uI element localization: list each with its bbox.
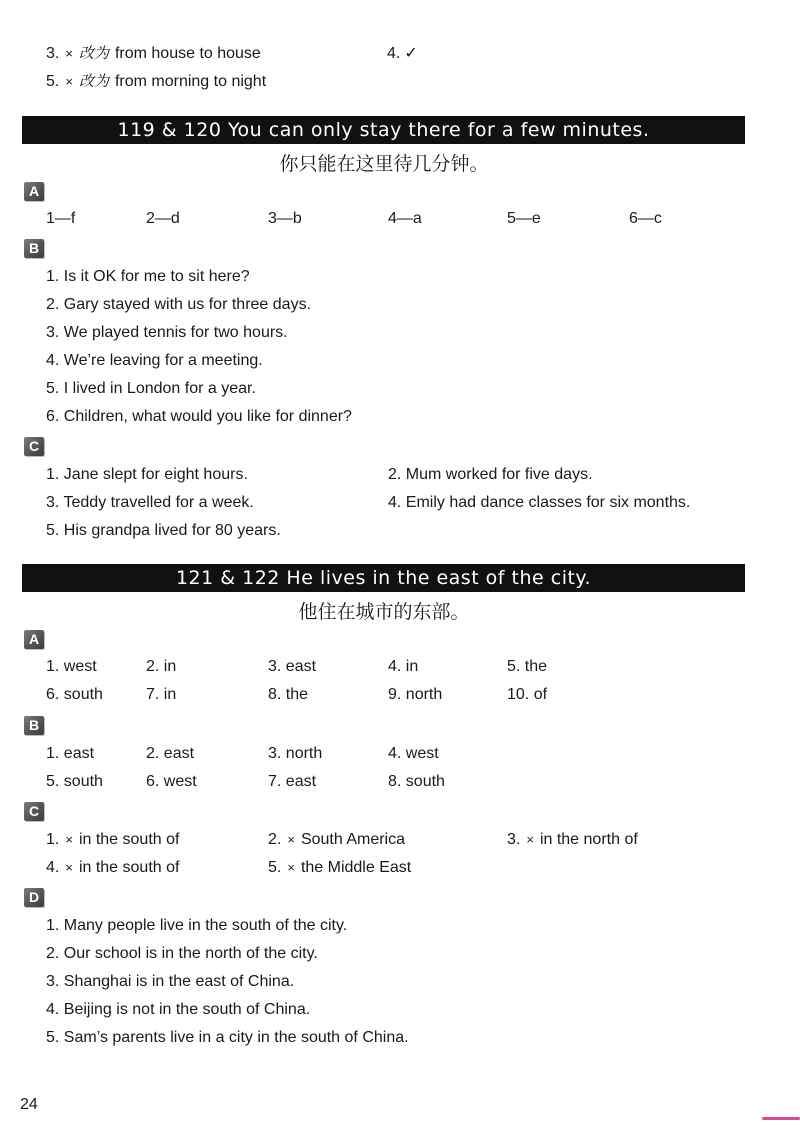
correction-answer [46, 858, 179, 878]
cross-mark-icon: × [65, 74, 73, 89]
sentence-answer: 2. Mum worked for five days. [388, 466, 593, 483]
cross-mark-icon: × [287, 832, 295, 847]
word-answer: 10. of [507, 686, 548, 703]
match-answer: 6—c [629, 210, 662, 227]
answer-text: from house to house [114, 45, 261, 62]
sentence-answer: 4. We’re leaving for a meeting. [46, 352, 263, 369]
correction-answer [268, 830, 405, 850]
sentence-answer: 3. Shanghai is in the east of China. [46, 973, 295, 990]
match-answer: 1—f [46, 210, 76, 227]
exercise-label-c: C [24, 437, 44, 456]
answer-text: in the south of [78, 859, 180, 876]
word-answer: 6. south [46, 686, 103, 703]
exercise-label-b: B [24, 716, 44, 735]
check-mark-icon: ✓ [404, 45, 418, 62]
correction-answer [507, 830, 638, 850]
sentence-answer: 6. Children, what would you like for dinner? [46, 408, 352, 425]
sentence-answer: 1. Is it OK for me to sit here? [46, 268, 250, 285]
word-answer: 1. east [46, 745, 95, 762]
answer-number: 3. [507, 831, 521, 848]
top-answer-5 [46, 72, 266, 92]
correction-answer [268, 858, 411, 878]
answer-number: 3. [46, 45, 60, 62]
word-answer: 4. in [388, 658, 419, 675]
word-answer: 8. south [388, 773, 445, 790]
sentence-answer: 1. Many people live in the south of the city. [46, 917, 348, 934]
cross-mark-icon: × [287, 860, 295, 875]
correction-label: 改为 [78, 73, 109, 90]
answer-text: in the north of [539, 831, 638, 848]
sentence-answer: 2. Gary stayed with us for three days. [46, 296, 312, 313]
answer-number: 4. [46, 859, 60, 876]
word-answer: 2. in [146, 658, 177, 675]
sentence-answer: 4. Beijing is not in the south of China. [46, 1001, 311, 1018]
unit-title-banner: 121 & 122 He lives in the east of the city. [22, 564, 745, 592]
answer-text: in the south of [78, 831, 180, 848]
word-answer: 2. east [146, 745, 195, 762]
word-answer: 5. the [507, 658, 548, 675]
sentence-answer: 5. His grandpa lived for 80 years. [46, 522, 281, 539]
exercise-label-b: B [24, 239, 44, 258]
word-answer: 7. in [146, 686, 177, 703]
unit-title-banner: 119 & 120 You can only stay there for a few minutes. [22, 116, 745, 144]
cross-mark-icon: × [65, 832, 73, 847]
word-answer: 6. west [146, 773, 197, 790]
word-answer: 3. north [268, 745, 323, 762]
exercise-label-d: D [24, 888, 44, 907]
answer-text: the Middle East [300, 859, 412, 876]
match-answer: 4—a [388, 210, 422, 227]
top-answer-3 [46, 44, 261, 64]
word-answer: 1. west [46, 658, 97, 675]
correction-label: 改为 [78, 45, 109, 62]
sentence-answer: 2. Our school is in the north of the city. [46, 945, 318, 962]
match-answer: 5—e [507, 210, 541, 227]
sentence-answer: 5. I lived in London for a year. [46, 380, 256, 397]
top-answer-4 [387, 44, 418, 64]
page-number: 24 [20, 1096, 38, 1113]
match-answer: 3—b [268, 210, 302, 227]
exercise-label-c: C [24, 802, 44, 821]
correction-answer [46, 830, 179, 850]
word-answer: 5. south [46, 773, 103, 790]
exercise-label-a: A [24, 182, 44, 201]
word-answer: 3. east [268, 658, 317, 675]
answer-number: 5. [46, 73, 60, 90]
answer-number: 2. [268, 831, 282, 848]
sentence-answer: 3. We played tennis for two hours. [46, 324, 288, 341]
answer-number: 5. [268, 859, 282, 876]
sentence-answer: 5. Sam’s parents live in a city in the south of China. [46, 1029, 409, 1046]
cross-mark-icon: × [65, 860, 73, 875]
cross-mark-icon: × [526, 832, 534, 847]
unit-subtitle-chinese: 他住在城市的东部。 [298, 601, 470, 623]
sentence-answer: 3. Teddy travelled for a week. [46, 494, 254, 511]
answer-text: from morning to night [114, 73, 267, 90]
cross-mark-icon: × [65, 46, 73, 61]
word-answer: 4. west [388, 745, 439, 762]
answer-number: 1. [46, 831, 60, 848]
answer-text: South America [300, 831, 405, 848]
sentence-answer: 4. Emily had dance classes for six months. [388, 494, 691, 511]
match-answer: 2—d [146, 210, 180, 227]
word-answer: 9. north [388, 686, 443, 703]
word-answer: 8. the [268, 686, 309, 703]
edge-mark [762, 1117, 800, 1120]
exercise-label-a: A [24, 630, 44, 649]
sentence-answer: 1. Jane slept for eight hours. [46, 466, 248, 483]
answer-number: 4. [387, 45, 401, 62]
word-answer: 7. east [268, 773, 317, 790]
unit-subtitle-chinese: 你只能在这里待几分钟。 [279, 153, 489, 175]
